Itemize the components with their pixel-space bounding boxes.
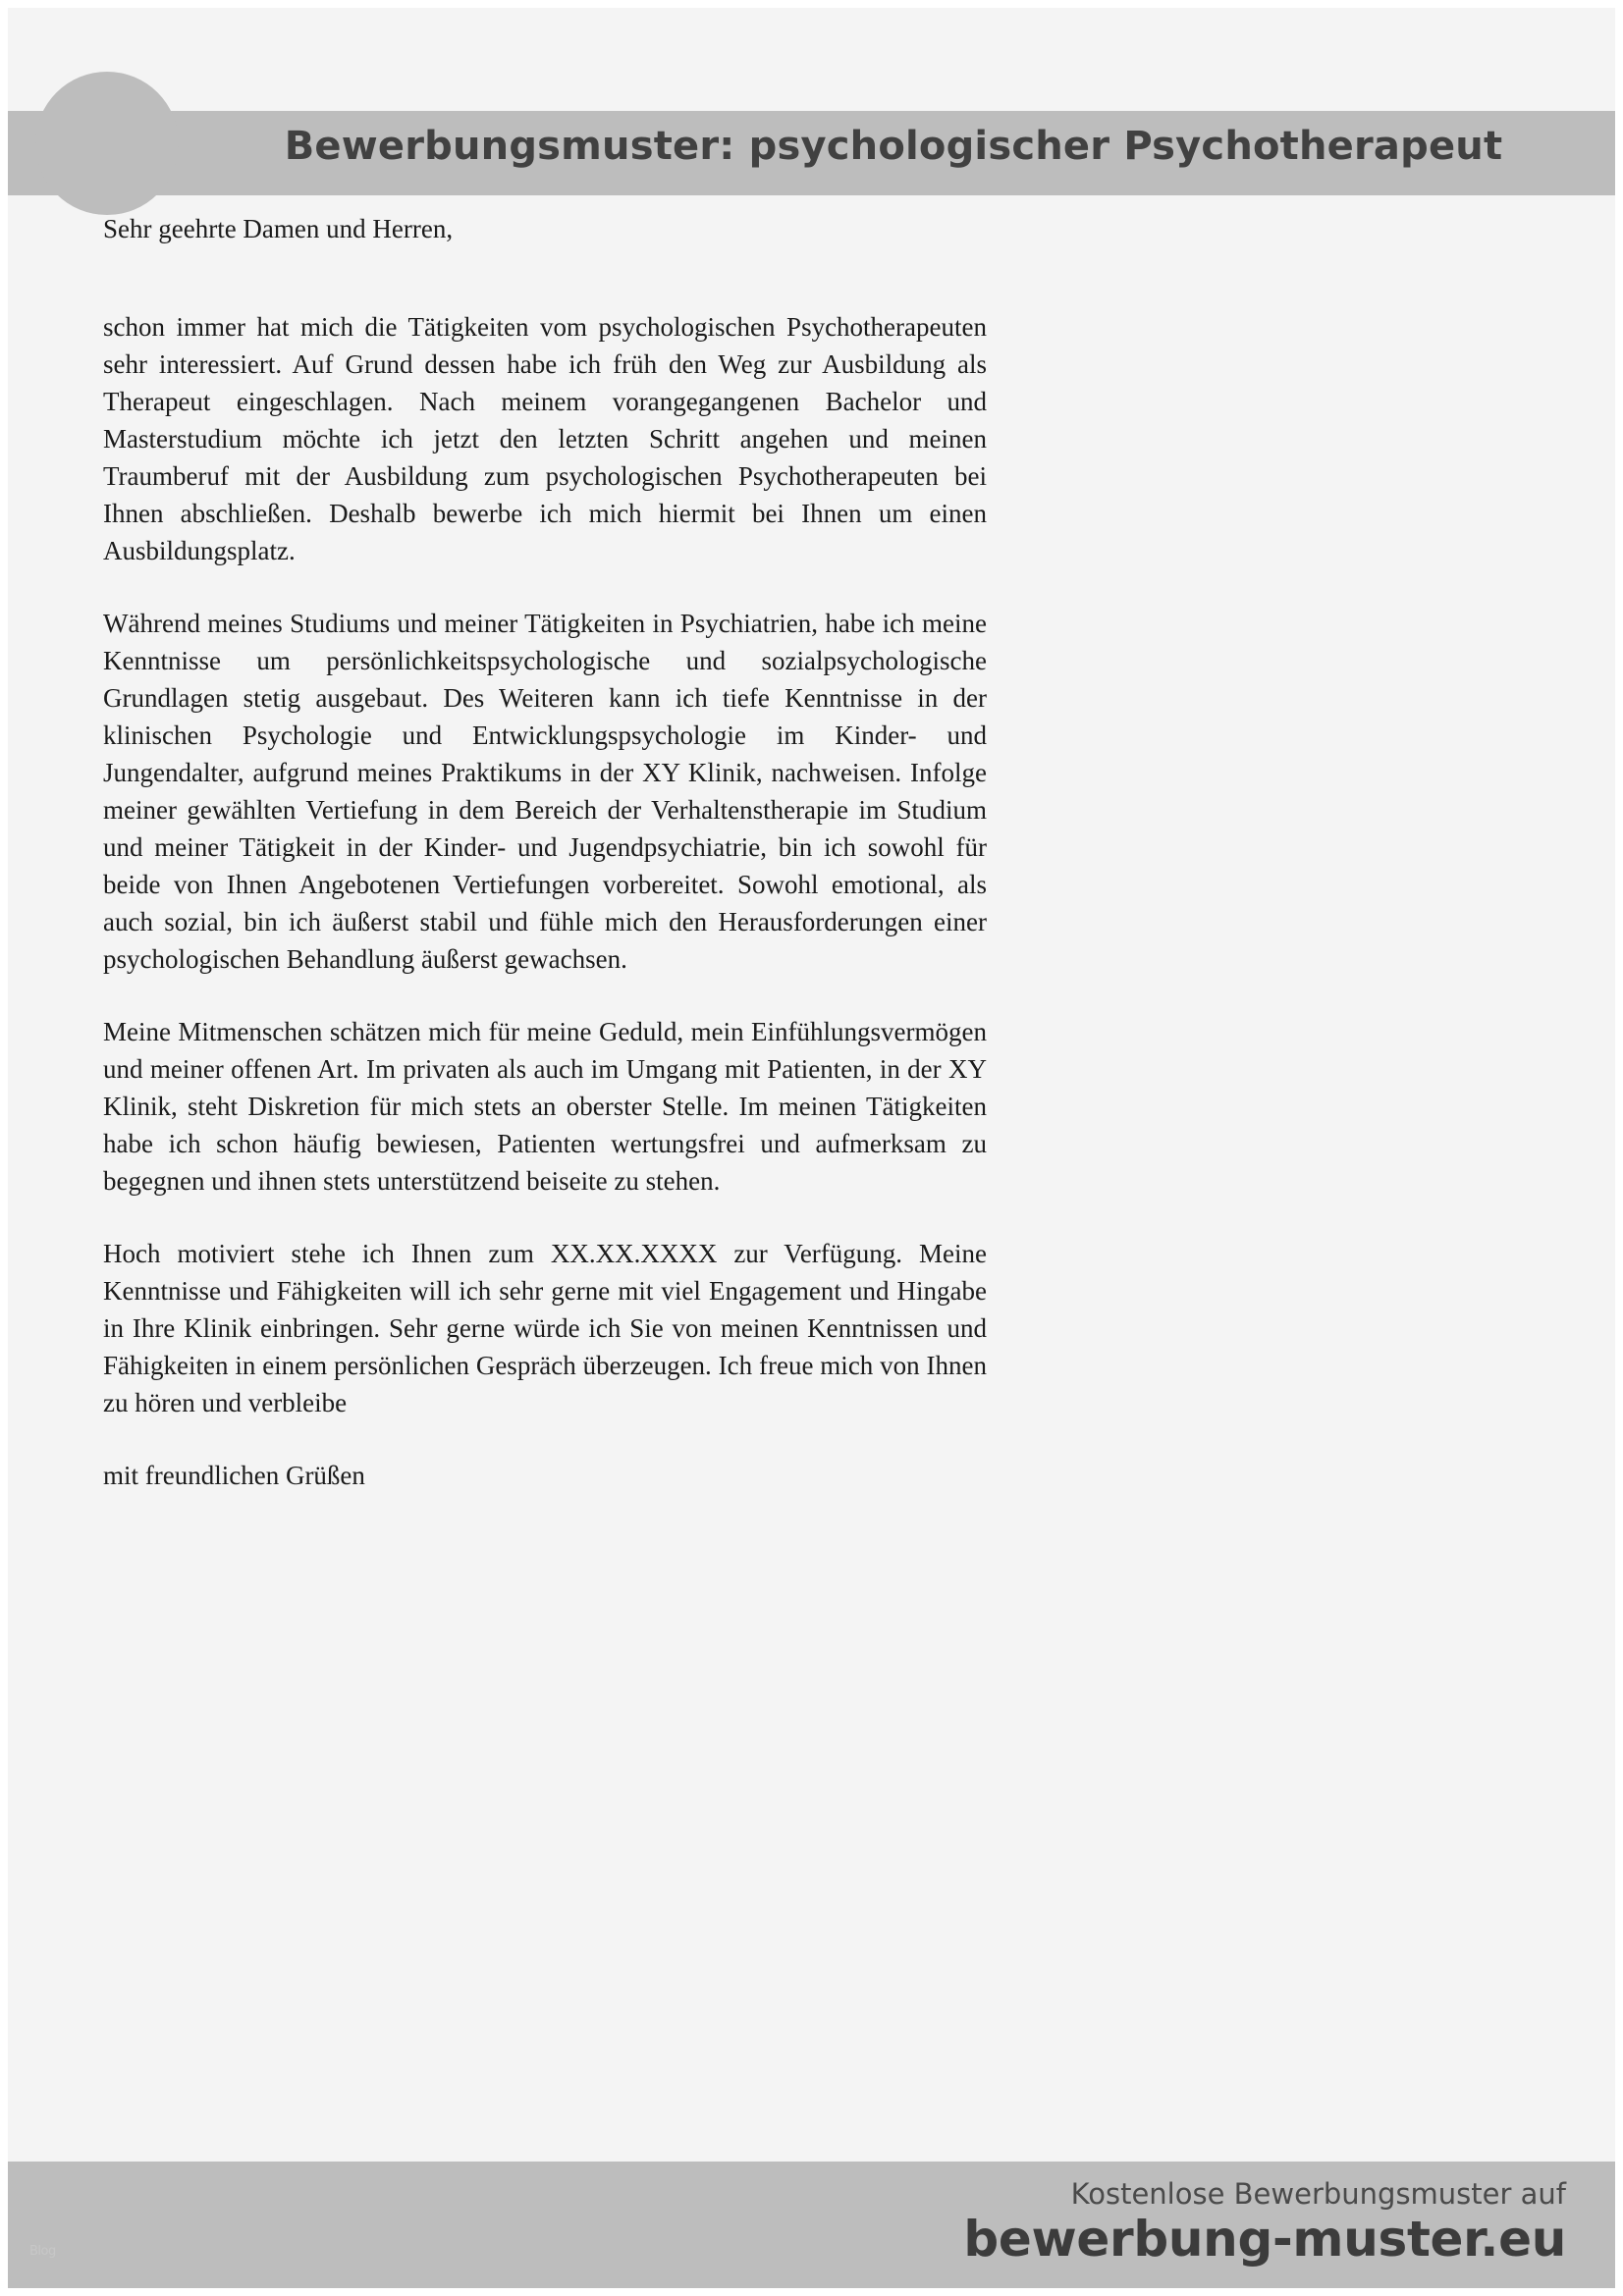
footer-tagline: Kostenlose Bewerbungsmuster auf [1070,2177,1566,2211]
document-header [0,0,1623,226]
letter-salutation: Sehr geehrte Damen und Herren, [103,214,454,243]
letter-paragraph-1: schon immer hat mich die Tätigkeiten vom psychologischen Psychotherapeuten sehr interessiert. Auf Grund dessen habe ich früh den Weg zur Ausbildung als Therapeut eingeschlagen. Nach meinem vorangegangenen Bachelor und Masterstudium möchte ich jetzt den letzten Schritt angehen und meinen Traumberuf mit der Ausbildung zum psychologischen Psychotherapeuten bei Ihnen abschließen. Deshalb bewerbe ich mich hiermit bei Ihnen um einen Ausbildungsplatz. [103,312,987,565]
footer-domain-link[interactable]: bewerbung-muster.eu [963,2211,1566,2268]
letter-paragraph-2: Während meines Studiums und meiner Tätigkeiten in Psychiatrien, habe ich meine Kenntnisse um persönlichkeitspsychologische und sozialpsychologische Grundlagen stetig ausgebaut. Des Weiteren kann ich tiefe Kenntnisse in der klinischen Psychologie und Entwicklungspsychologie im Kinder- und Jungendalter, aufgrund meines Praktikums in der XY Klinik, nachweisen. Infolge meiner gewählten Vertiefung in dem Bereich der Verhaltenstherapie im Studium und meiner Tätigkeit in der Kinder- und Jugendpsychiatrie, bin ich sowohl für beide von Ihnen Angebotenen Vertiefungen vorbereitet. Sowohl emotional, als auch sozial, bin ich äußerst stabil und fühle mich den Herausforderungen einer psychologischen Behandlung äußerst gewachsen. [103,609,987,974]
letter-paragraph-3: Meine Mitmenschen schätzen mich für meine Geduld, mein Einfühlungsvermögen und meiner offenen Art. Im privaten als auch im Umgang mit Patienten, in der XY Klinik, steht Diskretion für mich stets an oberster Stelle. Im meinen Tätigkeiten habe ich schon häufig bewiesen, Patienten wertungsfrei und aufmerksam zu begegnen und ihnen stets unterstützend beiseite zu stehen. [103,1017,987,1196]
circle-decoration-icon [35,72,179,215]
letter-paragraph-4: Hoch motiviert stehe ich Ihnen zum XX.XX.XXXX zur Verfügung. Meine Kenntnisse und Fähigkeiten will ich sehr gerne mit viel Engagement und Hingabe in Ihre Klinik einbringen. Sehr gerne würde ich Sie von meinen Kenntnissen und Fähigkeiten in einem persönlichen Gespräch überzeugen. Ich freue mich von Ihnen zu hören und verbleibe [103,1239,987,1417]
page-title: Bewerbungsmuster: psychologischer Psychotherapeut [284,124,1503,169]
letter-body [103,210,987,1494]
letter-closing: mit freundlichen Grüßen [103,1461,365,1490]
footer-watermark-blog: Blog [29,2244,56,2259]
